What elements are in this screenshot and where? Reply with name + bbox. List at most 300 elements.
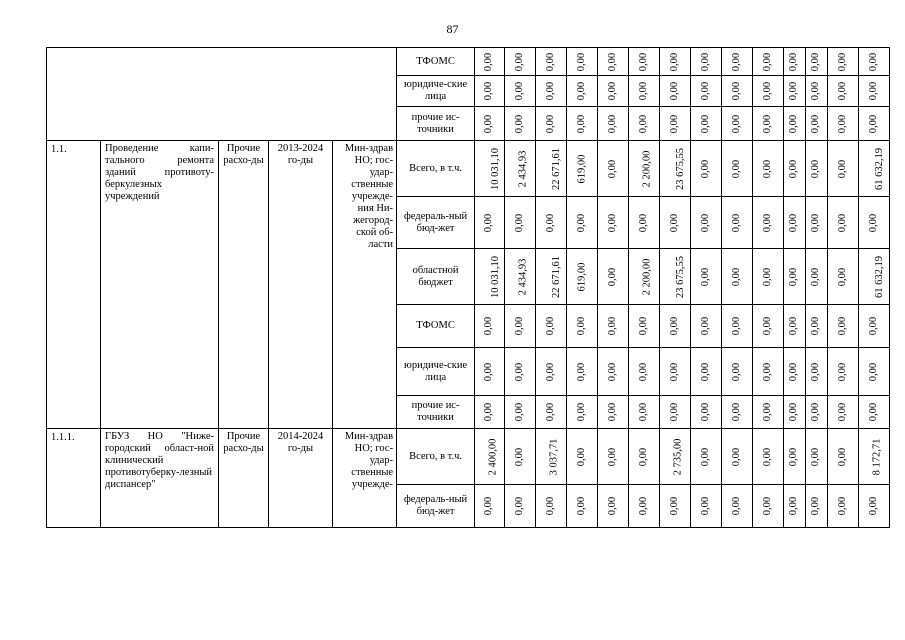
value-cell: [475, 197, 505, 249]
value-cell: [753, 249, 784, 305]
value-cell: [567, 76, 598, 107]
value-text: 0,00: [762, 316, 774, 336]
value-cell: [784, 305, 806, 348]
value-text: 0,00: [810, 362, 822, 381]
value-text: 0,00: [731, 316, 743, 336]
value-cell: [505, 76, 536, 107]
value-cell: [629, 76, 660, 107]
value-text: 0,00: [483, 114, 495, 133]
value-text: 0,00: [788, 213, 800, 232]
value-cell: [660, 429, 691, 485]
value-cell: [598, 396, 629, 429]
value-text: 0,00: [837, 267, 849, 286]
value-cell: [536, 429, 567, 485]
value-text: 0,00: [638, 52, 650, 71]
value-cell: [567, 48, 598, 76]
value-cell: [536, 76, 567, 107]
item-category: Прочие расхо-ды: [219, 141, 269, 429]
value-text: 0,00: [700, 267, 712, 286]
value-text: 0,00: [837, 496, 849, 516]
value-text: 0,00: [731, 213, 743, 232]
source-label: ТФОМС: [397, 48, 475, 76]
value-text: 10 031,10: [490, 147, 502, 190]
value-cell: [828, 305, 859, 348]
value-text: 0,00: [788, 81, 800, 101]
value-text: 0,00: [545, 213, 557, 232]
value-text: 0,00: [483, 402, 495, 422]
value-text: 0,00: [514, 81, 526, 101]
value-cell: [753, 107, 784, 141]
value-text: 0,00: [607, 159, 619, 178]
blank-merged-cell: [47, 48, 397, 141]
value-text: 0,00: [514, 114, 526, 133]
value-text: 0,00: [483, 496, 495, 516]
value-text: 0,00: [607, 213, 619, 232]
value-text: 2 434,93: [517, 150, 529, 187]
value-text: 0,00: [810, 447, 822, 466]
value-cell: [598, 76, 629, 107]
value-cell: [784, 141, 806, 197]
value-cell: [598, 141, 629, 197]
value-text: 61 632,19: [874, 255, 886, 298]
value-text: 0,00: [700, 81, 712, 101]
value-cell: [629, 48, 660, 76]
value-cell: [660, 485, 691, 528]
value-text: 0,00: [762, 213, 774, 232]
value-cell: [859, 48, 890, 76]
value-text: 0,00: [607, 52, 619, 71]
value-cell: [567, 107, 598, 141]
value-text: 0,00: [638, 114, 650, 133]
value-text: 0,00: [638, 81, 650, 101]
value-cell: [598, 485, 629, 528]
value-text: 0,00: [762, 159, 774, 178]
value-cell: [691, 305, 722, 348]
value-text: 0,00: [837, 402, 849, 422]
value-text: 0,00: [638, 213, 650, 232]
value-text: 23 675,55: [675, 147, 687, 190]
value-cell: [475, 485, 505, 528]
value-cell: [629, 429, 660, 485]
value-text: 0,00: [669, 114, 681, 133]
value-text: 0,00: [731, 402, 743, 422]
value-cell: [828, 48, 859, 76]
value-cell: [567, 485, 598, 528]
value-cell: [536, 249, 567, 305]
value-cell: [828, 141, 859, 197]
source-label: прочие ис-точники: [397, 107, 475, 141]
value-text: 0,00: [514, 496, 526, 516]
value-text: 2 200,00: [641, 258, 653, 295]
value-text: 0,00: [669, 81, 681, 101]
value-text: 0,00: [762, 447, 774, 466]
value-text: 2 735,00: [672, 438, 684, 475]
value-text: 0,00: [576, 316, 588, 336]
value-cell: [660, 249, 691, 305]
value-cell: [691, 485, 722, 528]
value-text: 0,00: [607, 267, 619, 286]
value-cell: [629, 348, 660, 396]
value-cell: [598, 197, 629, 249]
value-text: 0,00: [810, 81, 822, 101]
value-cell: [753, 48, 784, 76]
value-cell: [753, 76, 784, 107]
value-cell: [475, 107, 505, 141]
value-cell: [722, 249, 753, 305]
value-text: 0,00: [669, 52, 681, 71]
value-text: 0,00: [837, 114, 849, 133]
value-text: 0,00: [514, 52, 526, 71]
value-cell: [753, 429, 784, 485]
value-cell: [505, 249, 536, 305]
value-cell: [475, 48, 505, 76]
value-cell: [660, 141, 691, 197]
value-cell: [475, 396, 505, 429]
value-text: 0,00: [607, 402, 619, 422]
value-cell: [784, 249, 806, 305]
value-cell: [806, 485, 828, 528]
value-text: 0,00: [868, 114, 880, 133]
value-text: 0,00: [514, 316, 526, 336]
value-cell: [598, 107, 629, 141]
value-text: 0,00: [700, 114, 712, 133]
value-cell: [784, 107, 806, 141]
item-name: ГБУЗ НО "Ниже-городский област-ной клинический противотуберку-лезный диспансер": [101, 429, 219, 528]
item-executor: Мин-здрав НО; гос-удар-ственные учрежде-ния Ни-жегород-ской об-ласти: [333, 141, 397, 429]
value-cell: [475, 429, 505, 485]
value-cell: [691, 348, 722, 396]
value-text: 0,00: [669, 316, 681, 336]
value-text: 0,00: [837, 447, 849, 466]
value-text: 2 400,00: [487, 438, 499, 475]
value-cell: [722, 305, 753, 348]
value-cell: [859, 141, 890, 197]
value-cell: [859, 485, 890, 528]
value-text: 0,00: [868, 52, 880, 71]
source-label: Всего, в т.ч.: [397, 429, 475, 485]
value-text: 0,00: [810, 267, 822, 286]
value-cell: [828, 249, 859, 305]
value-text: 0,00: [788, 447, 800, 466]
value-cell: [475, 249, 505, 305]
value-text: 0,00: [545, 316, 557, 336]
value-text: 0,00: [545, 114, 557, 133]
value-text: 0,00: [576, 52, 588, 71]
source-label: федераль-ный бюд-жет: [397, 485, 475, 528]
value-text: 0,00: [607, 81, 619, 101]
value-text: 0,00: [810, 402, 822, 422]
value-text: 0,00: [700, 496, 712, 516]
value-cell: [505, 141, 536, 197]
value-cell: [567, 141, 598, 197]
source-label: юридиче-ские лица: [397, 348, 475, 396]
value-text: 22 671,61: [551, 147, 563, 190]
value-cell: [784, 485, 806, 528]
value-text: 0,00: [700, 447, 712, 466]
value-cell: [806, 76, 828, 107]
value-cell: [859, 305, 890, 348]
value-cell: [567, 197, 598, 249]
value-cell: [660, 197, 691, 249]
value-text: 0,00: [545, 52, 557, 71]
value-text: 0,00: [868, 362, 880, 381]
value-cell: [691, 197, 722, 249]
value-text: 0,00: [868, 81, 880, 101]
value-text: 0,00: [483, 213, 495, 232]
value-text: 2 200,00: [641, 150, 653, 187]
value-cell: [660, 348, 691, 396]
value-cell: [536, 141, 567, 197]
value-cell: [753, 485, 784, 528]
value-text: 0,00: [868, 402, 880, 422]
value-text: 0,00: [607, 496, 619, 516]
value-cell: [691, 429, 722, 485]
value-cell: [691, 141, 722, 197]
value-text: 0,00: [483, 52, 495, 71]
value-cell: [536, 348, 567, 396]
value-cell: [629, 396, 660, 429]
source-label: Всего, в т.ч.: [397, 141, 475, 197]
value-text: 0,00: [788, 52, 800, 71]
value-text: 0,00: [731, 114, 743, 133]
value-text: 0,00: [638, 316, 650, 336]
value-cell: [753, 197, 784, 249]
value-text: 0,00: [868, 496, 880, 516]
value-cell: [806, 107, 828, 141]
value-cell: [660, 76, 691, 107]
value-cell: [567, 305, 598, 348]
value-cell: [753, 305, 784, 348]
value-text: 3 037,71: [548, 438, 560, 475]
table-row: [47, 48, 890, 76]
value-text: 0,00: [576, 447, 588, 466]
value-text: 619,00: [576, 154, 588, 183]
value-text: 0,00: [837, 362, 849, 381]
value-text: 0,00: [669, 496, 681, 516]
value-cell: [598, 48, 629, 76]
value-cell: [828, 485, 859, 528]
value-cell: [660, 48, 691, 76]
value-cell: [722, 48, 753, 76]
value-cell: [859, 249, 890, 305]
value-text: 0,00: [638, 496, 650, 516]
value-text: 0,00: [576, 496, 588, 516]
value-cell: [691, 249, 722, 305]
value-text: 0,00: [762, 496, 774, 516]
value-text: 0,00: [731, 81, 743, 101]
value-text: 0,00: [868, 316, 880, 336]
value-cell: [784, 429, 806, 485]
value-cell: [660, 107, 691, 141]
value-text: 0,00: [837, 316, 849, 336]
value-text: 0,00: [810, 496, 822, 516]
value-cell: [859, 76, 890, 107]
value-cell: [859, 348, 890, 396]
value-text: 0,00: [514, 362, 526, 381]
value-text: 0,00: [514, 402, 526, 422]
value-cell: [784, 197, 806, 249]
value-text: 0,00: [607, 316, 619, 336]
value-cell: [806, 141, 828, 197]
value-text: 0,00: [788, 402, 800, 422]
value-cell: [691, 48, 722, 76]
value-text: 619,00: [576, 262, 588, 291]
value-text: 0,00: [810, 52, 822, 71]
value-cell: [859, 429, 890, 485]
source-label: юридиче-ские лица: [397, 76, 475, 107]
value-text: 0,00: [788, 159, 800, 178]
value-cell: [505, 107, 536, 141]
value-text: 0,00: [700, 52, 712, 71]
value-text: 0,00: [837, 52, 849, 71]
value-cell: [475, 305, 505, 348]
value-text: 61 632,19: [874, 147, 886, 190]
value-cell: [828, 76, 859, 107]
value-text: 0,00: [731, 447, 743, 466]
table-row: [47, 141, 890, 197]
item-number: 1.1.1.: [47, 429, 101, 528]
value-cell: [536, 107, 567, 141]
value-cell: [828, 396, 859, 429]
value-cell: [784, 48, 806, 76]
value-cell: [567, 249, 598, 305]
source-label: федераль-ный бюд-жет: [397, 197, 475, 249]
value-cell: [475, 76, 505, 107]
value-cell: [806, 197, 828, 249]
value-text: 0,00: [788, 114, 800, 133]
value-cell: [806, 249, 828, 305]
value-cell: [806, 348, 828, 396]
value-text: 0,00: [545, 496, 557, 516]
value-text: 0,00: [731, 52, 743, 71]
item-name: Проведение капи-тального ремонта зданий противоту-беркулезных учреждений: [101, 141, 219, 429]
value-text: 0,00: [700, 316, 712, 336]
item-category: Прочие расхо-ды: [219, 429, 269, 528]
value-cell: [505, 197, 536, 249]
value-cell: [722, 107, 753, 141]
value-text: 0,00: [545, 362, 557, 381]
value-cell: [806, 429, 828, 485]
value-cell: [598, 249, 629, 305]
value-text: 0,00: [576, 114, 588, 133]
value-text: 0,00: [514, 447, 526, 466]
value-cell: [475, 141, 505, 197]
item-number: 1.1.: [47, 141, 101, 429]
value-text: 0,00: [762, 267, 774, 286]
value-cell: [629, 197, 660, 249]
value-text: 0,00: [545, 402, 557, 422]
source-label: ТФОМС: [397, 305, 475, 348]
value-cell: [505, 396, 536, 429]
value-cell: [536, 197, 567, 249]
value-text: 0,00: [762, 362, 774, 381]
value-text: 0,00: [810, 114, 822, 133]
value-text: 0,00: [762, 81, 774, 101]
value-text: 0,00: [810, 316, 822, 336]
value-text: 0,00: [669, 362, 681, 381]
value-text: 0,00: [669, 213, 681, 232]
value-cell: [859, 197, 890, 249]
value-text: 0,00: [545, 81, 557, 101]
value-text: 0,00: [576, 81, 588, 101]
value-cell: [567, 429, 598, 485]
value-text: 0,00: [731, 159, 743, 178]
value-cell: [784, 348, 806, 396]
value-cell: [660, 305, 691, 348]
value-text: 0,00: [576, 213, 588, 232]
value-text: 0,00: [483, 81, 495, 101]
value-text: 0,00: [483, 316, 495, 336]
item-executor: Мин-здрав НО; гос-удар-ственные учрежде-: [333, 429, 397, 528]
value-cell: [828, 429, 859, 485]
value-text: 0,00: [638, 362, 650, 381]
value-text: 0,00: [576, 362, 588, 381]
value-cell: [722, 197, 753, 249]
value-cell: [505, 48, 536, 76]
value-cell: [536, 48, 567, 76]
value-text: 0,00: [788, 316, 800, 336]
value-cell: [505, 429, 536, 485]
value-cell: [629, 485, 660, 528]
table-row: [47, 429, 890, 485]
value-text: 0,00: [788, 267, 800, 286]
value-cell: [567, 396, 598, 429]
value-cell: [722, 485, 753, 528]
value-cell: [859, 107, 890, 141]
value-cell: [629, 141, 660, 197]
value-cell: [629, 305, 660, 348]
value-text: 0,00: [837, 159, 849, 178]
value-text: 0,00: [868, 213, 880, 232]
value-cell: [828, 197, 859, 249]
page-number: 87: [446, 22, 459, 36]
value-cell: [598, 305, 629, 348]
value-text: 0,00: [607, 362, 619, 381]
value-text: 0,00: [638, 447, 650, 466]
value-cell: [598, 429, 629, 485]
value-text: 0,00: [607, 447, 619, 466]
value-text: 0,00: [731, 267, 743, 286]
value-cell: [536, 305, 567, 348]
value-cell: [753, 348, 784, 396]
source-label: областной бюджет: [397, 249, 475, 305]
value-text: 0,00: [638, 402, 650, 422]
value-text: 0,00: [762, 52, 774, 71]
value-cell: [859, 396, 890, 429]
value-text: 0,00: [810, 213, 822, 232]
value-cell: [722, 141, 753, 197]
value-cell: [629, 107, 660, 141]
value-cell: [828, 348, 859, 396]
value-cell: [691, 107, 722, 141]
value-cell: [691, 396, 722, 429]
value-cell: [691, 76, 722, 107]
item-period: 2013-2024 го-ды: [269, 141, 333, 429]
value-text: 0,00: [607, 114, 619, 133]
value-cell: [629, 249, 660, 305]
value-text: 0,00: [762, 402, 774, 422]
value-text: 0,00: [837, 213, 849, 232]
value-cell: [505, 485, 536, 528]
value-cell: [753, 141, 784, 197]
value-cell: [505, 348, 536, 396]
value-text: 2 434,93: [517, 258, 529, 295]
value-text: 0,00: [700, 402, 712, 422]
value-cell: [722, 429, 753, 485]
value-text: 0,00: [483, 362, 495, 381]
value-text: 0,00: [700, 213, 712, 232]
value-cell: [722, 396, 753, 429]
